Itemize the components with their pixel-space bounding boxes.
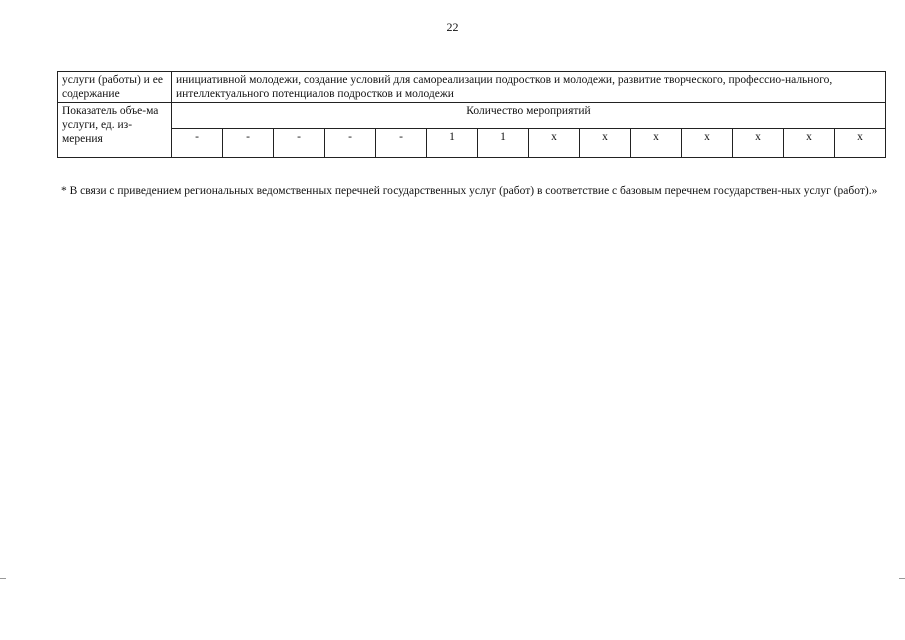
footnote: * В связи с приведением региональных ведомственных перечней государственных услуг (работ) в соответствие с базовым перечнем государствен-ных услуг (работ).» (61, 185, 878, 197)
value-cell: 1 (427, 129, 478, 158)
value-cell: - (376, 129, 427, 158)
value-cell: x (835, 129, 886, 158)
value-cell: x (529, 129, 580, 158)
value-cell: x (784, 129, 835, 158)
measure-title: Количество мероприятий (172, 103, 886, 129)
value-cell: - (274, 129, 325, 158)
page-number: 22 (446, 20, 459, 34)
value-cell: - (172, 129, 223, 158)
row-content: инициативной молодежи, создание условий для самореализации подростков и молодежи, развитие творческого, профессио-нального, интеллектуального потенциалов подростков и молодежи (172, 72, 886, 103)
value-cell: x (682, 129, 733, 158)
row-label: Показатель объе-ма услуги, ед. из-мерения (58, 103, 172, 158)
value-cell: - (325, 129, 376, 158)
value-cell: x (580, 129, 631, 158)
value-cell: x (733, 129, 784, 158)
value-cell: - (223, 129, 274, 158)
row-label: услуги (работы) и ее содержание (58, 72, 172, 103)
margin-mark-right (899, 578, 905, 579)
table-row (58, 72, 886, 103)
table-row (58, 129, 886, 158)
value-cell: 1 (478, 129, 529, 158)
document-table (57, 71, 886, 158)
table-row (58, 103, 886, 129)
margin-mark-left (0, 578, 6, 579)
value-cell: x (631, 129, 682, 158)
